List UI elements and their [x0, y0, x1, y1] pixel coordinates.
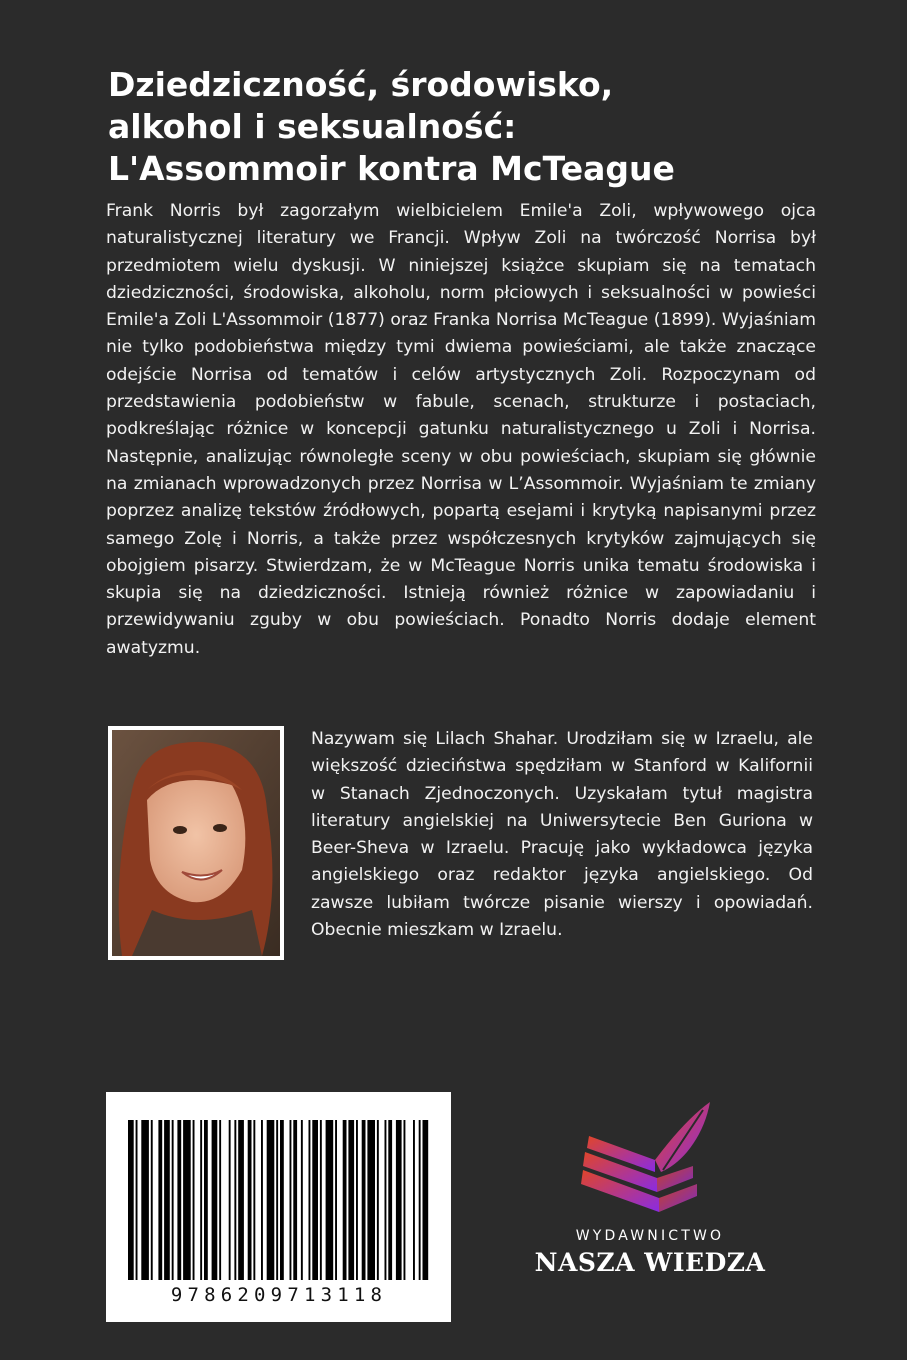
barcode-bar: [367, 1120, 375, 1280]
publisher-logo: [535, 1100, 765, 1290]
barcode-bar: [128, 1120, 134, 1280]
barcode-bar: [164, 1120, 170, 1280]
barcode-bar: [377, 1120, 379, 1280]
book-title: [108, 64, 828, 190]
book-summary: Frank Norris był zagorzałym wielbicielem Emile'a Zoli, wpływowego ojca naturalistycznej literatury we Francji. Wpływ Zoli na twórczość Norrisa był przedmiotem wielu dyskusji. W niniejszej książce skupiam się na tematach dziedziczności, środowiska, alkoholu, norm płciowych i seksualności w powieści Emile'a Zoli L'Assommoir (1877) oraz Franka Norrisa McTeague (1899). Wyjaśniam nie tylko podobieństwa między tymi dwiema powieściami, ale także znaczące odejście Norrisa od tematów i celów artystycznych Zoli. Rozpoczynam od przedstawienia podobieństw w fabule, scenach, strukturze i postaciach, podkreślając różnice w koncepcji gatunku naturalistycznego u Zoli i Norrisa. Następnie, analizując równoległe sceny w obu powieściach, skupiam się głównie na zmianach wprowadzonych przez Norrisa w L’Assommoir. Wyjaśniam te zmiany poprzez analizę tekstów źródłowych, popartą esejami i krytyką napisanymi przez samego Zolę i Norris, a także przez współczesnych krytyków zajmujących się obojgiem pisarzy. Stwierdzam, że w McTeague Norris unika tematu środowiska i skupia się na dziedziczności. Istnieją również różnice w zapowiadaniu i przewidywaniu zguby w obu powieściach. Ponadto Norris dodaje element awatyzmu.: [106, 201, 816, 658]
barcode-bar: [229, 1120, 231, 1280]
author-bio: Nazywam się Lilach Shahar. Urodziłam się w Izraelu, ale większość dzieciństwa spędziłam w Stanford w Kalifornii w Stanach Zjednoczonych. Uzyskałam tytuł magistra literatury angielskiej na Uniwersytecie Ben Guriona w Beer-Sheva w Izraelu. Pracuję jako wykładowca języka angielskiego oraz redaktor języka angielskiego. Od zawsze lubiłam twórcze pisanie wierszy i opowiadań. Obecnie mieszkam w Izraelu.: [311, 729, 813, 941]
book-quill-icon: [575, 1100, 725, 1225]
barcode-bar: [158, 1120, 162, 1280]
barcode-bar: [356, 1120, 358, 1280]
isbn-barcode: [106, 1092, 451, 1322]
barcode-bar: [238, 1120, 244, 1280]
barcode-bar: [276, 1120, 278, 1280]
barcode-bar: [151, 1120, 153, 1280]
barcode-bar: [204, 1120, 208, 1280]
barcode-bar: [348, 1120, 354, 1280]
barcode-bar: [172, 1120, 174, 1280]
barcode-bar: [219, 1120, 221, 1280]
barcode-bar: [404, 1120, 406, 1280]
barcode-bar: [293, 1120, 297, 1280]
barcode-bar: [419, 1120, 421, 1280]
barcode-bar: [301, 1120, 303, 1280]
barcode-bar: [335, 1120, 337, 1280]
barcode-bar: [396, 1120, 402, 1280]
barcode-bar: [343, 1120, 347, 1280]
title-line-2: alkohol i seksualność:: [108, 107, 517, 146]
barcode-bar: [177, 1120, 181, 1280]
author-photo: [108, 726, 284, 960]
barcode-bar: [234, 1120, 236, 1280]
barcode-bar: [280, 1120, 284, 1280]
barcode-bar: [312, 1120, 318, 1280]
barcode-bar: [326, 1120, 334, 1280]
barcode-bar: [385, 1120, 387, 1280]
barcode-bar: [267, 1120, 275, 1280]
barcode-bar: [309, 1120, 311, 1280]
barcode-bar: [320, 1120, 322, 1280]
isbn-number: 9786209713118: [170, 1284, 388, 1306]
barcode-bar: [362, 1120, 366, 1280]
publisher-label: WYDAWNICTWO: [575, 1228, 725, 1244]
barcode-bar: [200, 1120, 202, 1280]
barcode-bar: [290, 1120, 292, 1280]
barcode-bar: [136, 1120, 138, 1280]
barcode-bar: [423, 1120, 429, 1280]
barcode-bar: [193, 1120, 195, 1280]
author-portrait-image: [112, 730, 280, 956]
title-line-3: L'Assommoir kontra McTeague: [108, 149, 675, 188]
barcode-bar: [248, 1120, 252, 1280]
publisher-name: NASZA WIEDZA: [534, 1248, 766, 1277]
barcode-bar: [141, 1120, 149, 1280]
title-line-1: Dziedziczność, środowisko,: [108, 65, 614, 104]
barcode-bar: [212, 1120, 218, 1280]
barcode-bar: [413, 1120, 415, 1280]
barcode-bar: [388, 1120, 392, 1280]
barcode-bar: [261, 1120, 263, 1280]
barcode-bar: [253, 1120, 255, 1280]
barcode-bar: [183, 1120, 191, 1280]
